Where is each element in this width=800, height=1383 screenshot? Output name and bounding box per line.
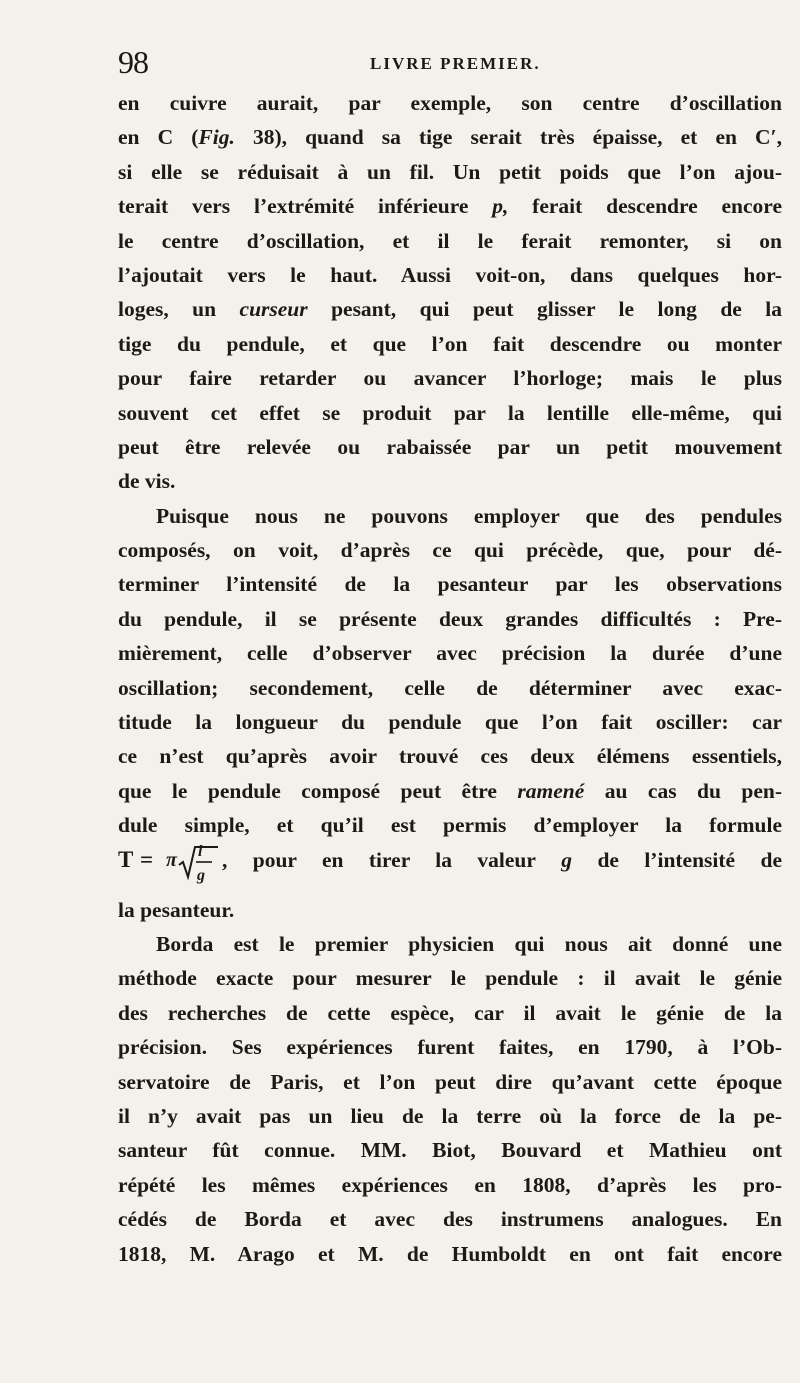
formula-T: T bbox=[118, 846, 134, 872]
italic-word: g bbox=[535, 847, 598, 872]
text-line: santeur fût connue. MM. Biot, Bouvard et Mathieu ont bbox=[118, 1138, 782, 1163]
text-line: tige du pendule, et que l’on fait descendre ou monter bbox=[118, 331, 782, 356]
pendulum-formula bbox=[118, 843, 218, 887]
text-line: peut être relevée ou rabaissée par un petit mouvement bbox=[118, 434, 782, 459]
text-line: titude la longueur du pendule que l’on fait osciller: car bbox=[118, 710, 782, 735]
formula-line bbox=[118, 843, 782, 893]
page-header bbox=[118, 44, 758, 84]
text-line: 1818, M. Arago et M. de Humboldt en ont fait encore bbox=[118, 1241, 782, 1266]
text-line: répété les mêmes expériences en 1808, d’après les pro- bbox=[118, 1172, 782, 1197]
text-line: terait vers l’extrémité inférieure p, ferait descendre encore bbox=[118, 194, 782, 219]
text-line: si elle se réduisait à un fil. Un petit poids que l’on ajou- bbox=[118, 159, 782, 184]
italic-word: ramené bbox=[517, 778, 585, 803]
text-line: du pendule, il se présente deux grandes difficultés : Pre- bbox=[118, 606, 782, 631]
text-line: Puisque nous ne pouvons employer que des pendules bbox=[156, 503, 782, 528]
text-line: de vis. bbox=[118, 469, 176, 494]
text-line: en C (Fig. 38), quand sa tige serait très épaisse, et en C′, bbox=[118, 125, 782, 150]
text-line: en cuivre aurait, par exemple, son centre d’oscillation bbox=[118, 91, 782, 115]
text-line: composés, on voit, d’après ce qui précède, que, pour dé- bbox=[118, 538, 782, 563]
text-line: loges, un curseur pesant, qui peut glisser le long de la bbox=[118, 297, 782, 322]
running-title: LIVRE PREMIER. bbox=[370, 54, 541, 73]
italic-word: p, bbox=[468, 194, 509, 219]
formula-equals: = bbox=[140, 846, 154, 872]
text-line: Borda est le premier physicien qui nous ait donné une bbox=[156, 931, 782, 956]
page-number: 98 bbox=[118, 44, 148, 80]
text-line: il n’y avait pas un lieu de la terre où la force de la pe- bbox=[118, 1103, 782, 1128]
text-line: cédés de Borda et avec des instrumens analogues. En bbox=[118, 1207, 782, 1232]
text-line: oscillation; secondement, celle de déterminer avec exac- bbox=[118, 675, 782, 700]
text-line: des recherches de cette espèce, car il avait le génie de la bbox=[118, 1000, 782, 1025]
formula-l: l bbox=[198, 842, 203, 860]
body-text bbox=[118, 86, 782, 1271]
text-line: que le pendule composé peut être ramené au cas du pen- bbox=[118, 778, 782, 803]
text-line: l’ajoutait vers le haut. Aussi voit-on, dans quelques hor- bbox=[118, 262, 782, 287]
italic-word: Fig. bbox=[198, 125, 235, 150]
formula-text: , pour en tirer la valeur g de l’intensité de bbox=[222, 847, 782, 872]
text-line: méthode exacte pour mesurer le pendule : il avait le génie bbox=[118, 966, 782, 991]
italic-word: curseur bbox=[239, 297, 308, 322]
text-line: pour faire retarder ou avancer l’horloge; mais le plus bbox=[118, 366, 782, 391]
text-line: souvent cet effet se produit par la lentille elle-même, qui bbox=[118, 400, 782, 425]
text-line: servatoire de Paris, et l’on peut dire qu’avant cette époque bbox=[118, 1069, 782, 1094]
text-line: le centre d’oscillation, et il le ferait remonter, si on bbox=[118, 228, 782, 253]
text-line: la pesanteur. bbox=[118, 897, 235, 922]
text-line: dule simple, et qu’il est permis d’employer la formule bbox=[118, 813, 782, 838]
text-line: ce n’est qu’après avoir trouvé ces deux élémens essentiels, bbox=[118, 744, 782, 769]
text-line: précision. Ses expériences furent faites, en 1790, à l’Ob- bbox=[118, 1035, 782, 1060]
text-line: mièrement, celle d’observer avec précision la durée d’une bbox=[118, 641, 782, 666]
text-line: terminer l’intensité de la pesanteur par les observations bbox=[118, 572, 782, 597]
formula-pi: π bbox=[166, 848, 177, 871]
formula-g: g bbox=[197, 866, 205, 884]
